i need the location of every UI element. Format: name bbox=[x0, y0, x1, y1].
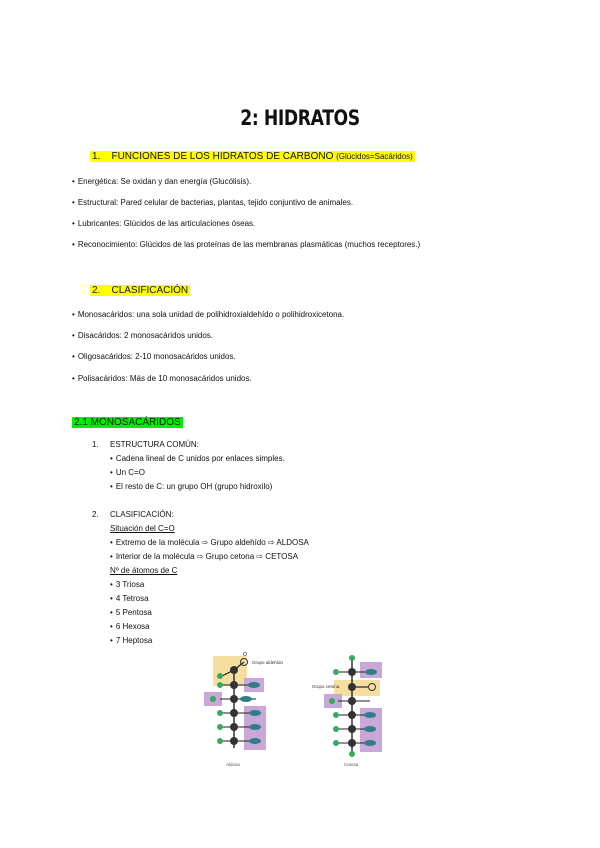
list-item: • Estructural: Pared celular de bacterias, plantas, tejido conjuntivo de animales. bbox=[72, 198, 353, 207]
aldose-diagram bbox=[204, 652, 284, 767]
hydrogen-atom bbox=[333, 669, 339, 675]
ketose-diagram bbox=[312, 655, 382, 767]
list-item: • Disacáridos: 2 monosacáridos unidos. bbox=[72, 331, 213, 340]
list-item: • Un C=O bbox=[110, 468, 145, 477]
list-item: • Polisacáridos: Más de 10 monosacáridos unidos. bbox=[72, 374, 252, 383]
hydrogen-atom bbox=[349, 751, 355, 757]
section-2-heading bbox=[90, 285, 190, 296]
sub-2-number: 2. bbox=[92, 510, 99, 519]
monosaccharide-figure bbox=[196, 650, 406, 770]
carbon-atom bbox=[230, 681, 238, 689]
hydrogen-atom bbox=[333, 740, 339, 746]
carbon-atom bbox=[230, 737, 238, 745]
list-item: • Interior de la molécula ⇨ Grupo cetona ⇨ CETOSA bbox=[110, 552, 298, 561]
hydrogen-atom bbox=[349, 655, 355, 661]
hydrogen-atom bbox=[333, 726, 339, 732]
list-item: • 6 Hexosa bbox=[110, 622, 150, 631]
carbon-atom bbox=[348, 711, 356, 719]
hydrogen-atom bbox=[329, 698, 335, 704]
list-item: • Lubricantes: Glúcidos de las articulaciones óseas. bbox=[72, 219, 255, 228]
hydrogen-atom bbox=[333, 712, 339, 718]
atom-label: O bbox=[243, 652, 247, 658]
ketose-caption: Cetosa bbox=[344, 762, 359, 767]
hydroxyl-group bbox=[364, 726, 376, 732]
hydrogen-atom bbox=[210, 696, 216, 702]
list-item: • Cadena lineal de C unidos por enlaces simples. bbox=[110, 454, 285, 463]
section-1-heading bbox=[90, 151, 415, 162]
section-2-1-title: 2.1 MONOSACÁRIDOS bbox=[74, 417, 181, 428]
sub-1-number: 1. bbox=[92, 440, 99, 449]
hydrogen-atom bbox=[217, 682, 223, 688]
situacion-heading: Situación del C=O bbox=[110, 524, 175, 533]
atomos-heading: Nº de átomos de C bbox=[110, 566, 178, 575]
list-item: • Energética: Se oxidan y dan energía (Glucólisis). bbox=[72, 177, 251, 186]
carbon-atom bbox=[348, 668, 356, 676]
section-1-title: FUNCIONES DE LOS HIDRATOS DE CARBONO bbox=[111, 151, 334, 162]
hydroxyl-group bbox=[365, 669, 377, 675]
list-item: • Reconocimiento: Glúcidos de las proteínas de las membranas plasmáticas (muchos receptores.) bbox=[72, 240, 420, 249]
hydrogen-atom bbox=[217, 710, 223, 716]
carbon-atom bbox=[348, 683, 356, 691]
page-title: 2: HIDRATOS bbox=[240, 106, 360, 130]
aldose-caption: Aldosa bbox=[226, 762, 240, 767]
hydrogen-atom bbox=[217, 724, 223, 730]
carbon-atom bbox=[230, 666, 238, 674]
aldehyde-highlight bbox=[213, 656, 247, 686]
section-2-title: CLASIFICACIÓN bbox=[111, 285, 189, 296]
carbon-atom bbox=[230, 695, 238, 703]
section-1-number: 1. bbox=[92, 151, 101, 162]
list-item: • 7 Heptosa bbox=[110, 636, 152, 645]
list-item: • 4 Tetrosa bbox=[110, 594, 149, 603]
list-item: • 5 Pentosa bbox=[110, 608, 152, 617]
hydroxyl-group bbox=[248, 682, 260, 688]
carbon-atom bbox=[230, 709, 238, 717]
hydroxyl-group bbox=[364, 740, 376, 746]
list-item: • Oligosacáridos: 2-10 monosacáridos unidos. bbox=[72, 352, 236, 361]
list-item: • El resto de C: un grupo OH (grupo hidroxilo) bbox=[110, 482, 272, 491]
hydroxyl-group bbox=[249, 710, 261, 716]
section-1-note: (Glúcidos=Sacáridos) bbox=[336, 152, 413, 161]
list-item: • Extremo de la molécula ⇨ Grupo aldehído ⇨ ALDOSA bbox=[110, 538, 309, 547]
list-item: • 3 Triosa bbox=[110, 580, 144, 589]
hydrogen-atom bbox=[217, 673, 223, 679]
section-2-number: 2. bbox=[92, 285, 101, 296]
hydroxyl-group bbox=[240, 696, 252, 702]
ketone-highlight bbox=[334, 680, 380, 696]
carbon-atom bbox=[348, 725, 356, 733]
hydroxyl-group bbox=[249, 724, 261, 730]
sub-1-heading: ESTRUCTURA COMÚN: bbox=[110, 440, 199, 449]
ketone-label: Grupo cetona bbox=[312, 684, 340, 689]
hydroxyl-group bbox=[364, 712, 376, 718]
hydrogen-atom bbox=[217, 738, 223, 744]
carbon-atom bbox=[348, 697, 356, 705]
aldehyde-label: Grupo aldehído bbox=[252, 660, 284, 665]
hydroxyl-group bbox=[249, 738, 261, 744]
section-2-1-heading bbox=[72, 417, 183, 428]
list-item: • Monosacáridos: una sola unidad de polihidroxialdehído o polihidroxicetona. bbox=[72, 310, 344, 319]
sub-2-heading: CLASIFICACIÓN: bbox=[110, 510, 174, 519]
carbon-atom bbox=[230, 723, 238, 731]
carbon-atom bbox=[348, 739, 356, 747]
